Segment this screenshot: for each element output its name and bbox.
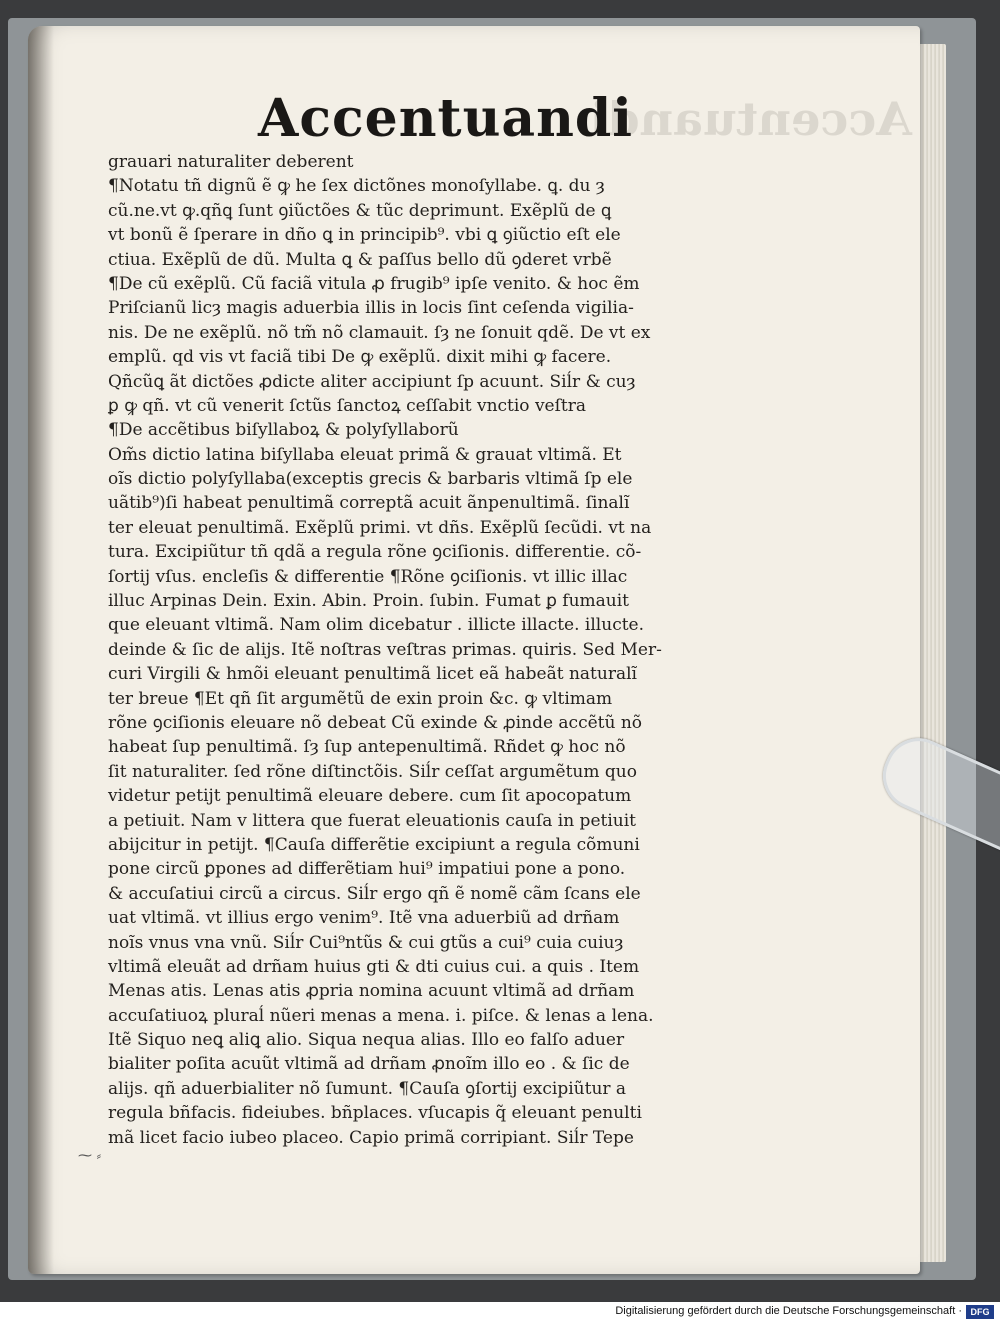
text-line: ¶Notatu tñ dignũ ẽ ꝙ he ſex dictõnes monoſyllabe. ꝗ. du ȝ (108, 176, 605, 197)
text-line: a petiuit. Nam v littera que fuerat eleuationis cauſa in petiuit (108, 810, 636, 831)
text-line: & accuſatiui circũ a circus. Siĺr ergo qñ ẽ nomẽ cãm ſcans ele (108, 883, 641, 904)
text-line: regula bñfacis. fideiubes. bñplaces. vſucapis q̃ eleuant penulti (108, 1103, 642, 1124)
text-line: ctiua. Exẽplũ de dũ. Multa ꝗ & paſſus bello dũ ꝯderet vrbẽ (108, 249, 612, 270)
text-line: noĩs vnus vna vnũ. Siĺr Cui⁹ntũs & cui gtũs a cui⁹ cuia cuiuȝ (108, 932, 624, 953)
text-line: nis. De ne exẽplũ. nõ tm̃ nõ clamauit. ſȝ ne ſonuit qdẽ. De vt ex (108, 322, 651, 343)
footer-bar (0, 1302, 1000, 1323)
dfg-logo: DFG (966, 1305, 994, 1319)
text-line: que eleuant vltimã. Nam olim dicebatur . illicte illacte. illucte. (108, 615, 645, 636)
text-line: uat vltimã. vt illius ergo venim⁹. Itẽ vna aduerbiũ ad drñam (108, 908, 620, 929)
text-line: uãtib⁹)ſi habeat penultimã correptã acuit ãnpenultimã. ſinalĩ (108, 493, 630, 514)
text-line: pone circũ ꝑpones ad differẽtiam hui⁹ impatiui pone a pono. (108, 859, 626, 880)
text-line: cũ.ne.vt ꝙ.qñꝗ ſunt ꝯiũctões & tũc deprimunt. Exẽplũ de ꝗ (108, 200, 612, 221)
page-heading: Accentuandi (258, 88, 633, 149)
text-line: ¶De cũ exẽplũ. Cũ faciã vitula ꝓ frugib⁹ ipſe venito. & hoc ẽm (108, 273, 640, 294)
text-line: Itẽ Siquo neꝗ aliꝗ alio. Siqua nequa alias. Illo eo falſo aduer (108, 1030, 625, 1051)
text-line: rõne ꝯciſionis eleuare nõ debeat Cũ exinde & ꝓinde accẽtũ nõ (108, 712, 643, 733)
text-line: ſortij vſus. encleſis & differentie ¶Rõne ꝯciſionis. vt illic illac (108, 566, 628, 587)
text-line: deinde & ſic de alijs. Itẽ noſtras veſtras primas. quiris. Sed Mer- (108, 639, 662, 660)
text-line: habeat ſup penultimã. ſȝ ſup antepenultimã. Rñdet ꝙ hoc nõ (108, 737, 626, 758)
spine-shadow (28, 26, 54, 1274)
text-line: bialiter poſita acuũt vltimã ad drñam ꝓnoĩm illo eo . & ſic de (108, 1054, 630, 1075)
text-line: Priſcianũ licȝ magis aduerbia illis in locis ſint ceſenda vigilia- (108, 298, 634, 319)
text-line: ter eleuat penultimã. Exẽplũ primi. vt dñs. Exẽplũ ſecũdi. vt na (108, 517, 652, 538)
show-through-text: Accentuandi (590, 92, 912, 146)
text-line: alijs. qñ aduerbialiter nõ ſumunt. ¶Cauſa ꝯſortij excipiũtur a (108, 1078, 627, 1099)
text-line: grauari naturaliter deberent (108, 152, 354, 172)
text-line: mã licet facio iubeo placeo. Capio primã corripiant. Siĺr Tepe (108, 1127, 634, 1148)
text-line: Menas atis. Lenas atis ꝓpria nomina acuunt vltimã ad drñam (108, 981, 635, 1002)
text-line: curi Virgili & hmõi eleuant penultimã licet eã habeãt naturalĩ (108, 664, 637, 685)
text-line: ſit naturaliter. ſed rõne diſtinctõis. Siĺr ceſſat argumẽtum quo (108, 761, 637, 782)
text-line: vltimã eleuãt ad drñam huius gti & dti cuius cui. a quis . Item (108, 956, 640, 977)
text-line: oĩs dictio polyſyllaba(exceptis grecis & barbaris vltimã ſp ele (108, 469, 633, 490)
text-line: abijcitur in petijt. ¶Cauſa differẽtie excipiunt a regula cõmuni (108, 834, 640, 855)
text-line: ¶De accẽtibus biſyllaboꝝ & polyſyllaborũ (108, 420, 459, 441)
text-line: tura. Excipiũtur tñ qdã a regula rõne ꝯciſionis. differentie. cõ- (108, 542, 642, 563)
text-line: accuſatiuoꝝ pluraĺ nũeri menas a mena. i. piſce. & lenas a lena. (108, 1005, 654, 1026)
text-line: ꝑ ꝙ qñ. vt cũ venerit ſctũs ſanctoꝝ ceſſabit vnctio veſtra (108, 395, 586, 416)
margin-marks: ⁓ ⸗ (78, 1148, 102, 1164)
text-line: Om̃s dictio latina biſyllaba eleuat primã & grauat vltimã. Et (108, 444, 622, 465)
text-line: emplũ. qd vis vt faciã tibi De ꝙ exẽplũ. dixit mihi ꝙ facere. (108, 347, 612, 368)
body-text (108, 150, 708, 1150)
text-line: Qñcũꝗ ãt dictões ꝓdicte aliter accipiunt ſp acuunt. Siĺr & cuȝ (108, 371, 636, 392)
text-line: videtur petijt penultimã eleuare debere. cum ſit apocopatum (108, 786, 632, 807)
footer-text: Digitalisierung gefördert durch die Deutsche Forschungsgemeinschaft · (615, 1305, 962, 1317)
text-line: ter breue ¶Et qñ ſit argumẽtũ de exin proin &c. ꝙ vltimam (108, 688, 613, 709)
text-line: vt bonũ ẽ ſperare in dño ꝗ in principib⁹. vbi ꝗ ꝯiũctio eſt ele (108, 225, 621, 246)
text-line: illuc Arpinas Dein. Exin. Abin. Proin. ſubin. Fumat ꝑ fumauit (108, 591, 629, 612)
